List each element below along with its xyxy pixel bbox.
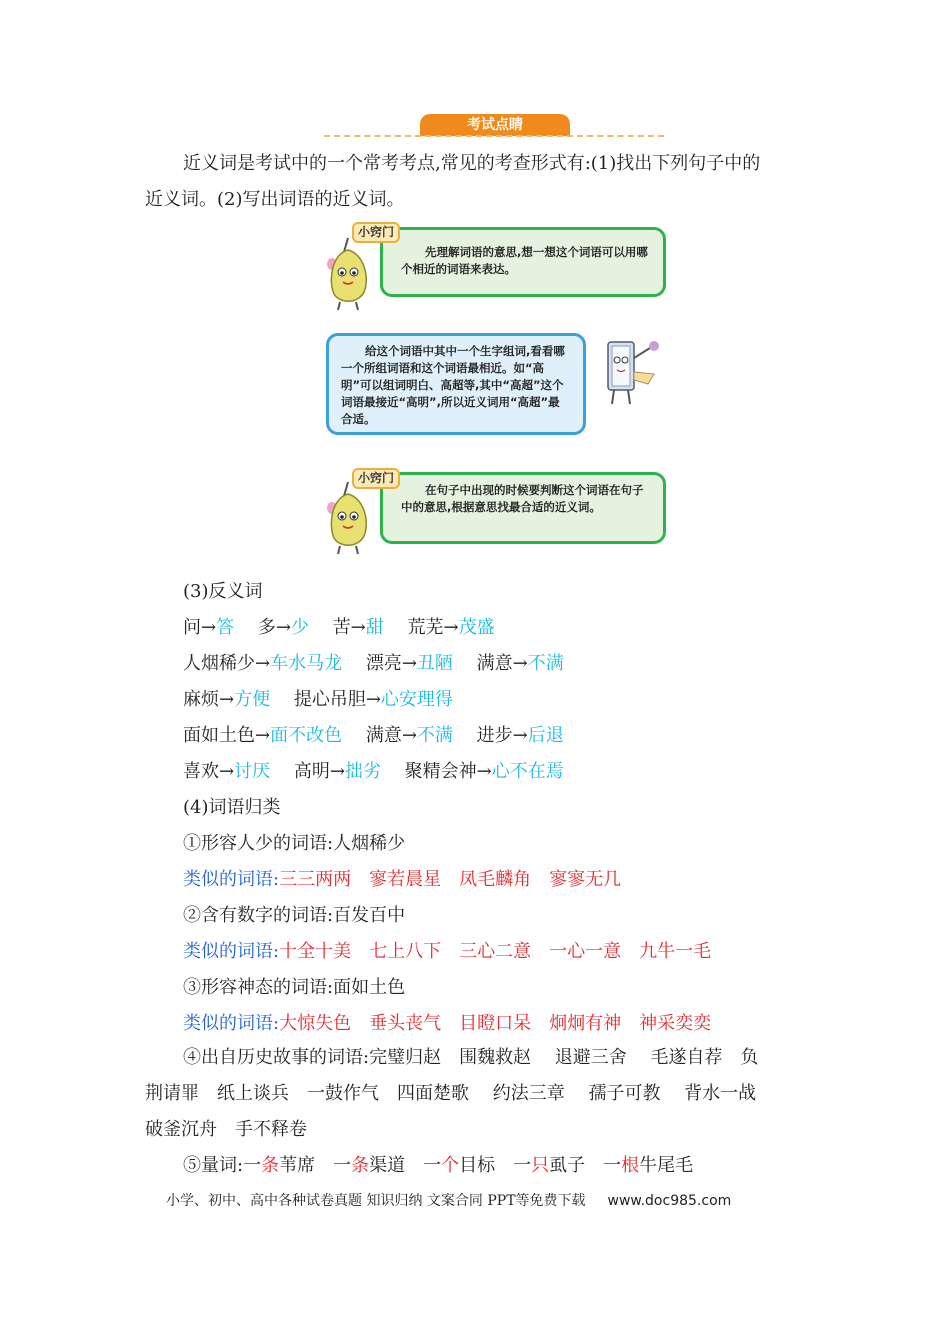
measure-noun: 牛尾毛 [639,1155,694,1176]
antonym-word: 荒芜→ [407,617,459,638]
tip-bubble-2 [326,333,586,435]
book-mascot-icon [598,332,664,410]
measure-noun: 渠道 [369,1155,406,1176]
antonym-answer: 讨厌 [234,761,271,782]
measure-label: ⑤量词: [183,1155,244,1176]
footer-url[interactable]: www.doc985.com [607,1193,732,1209]
antonym-word: 人烟稀少→ [183,653,271,674]
antonym-answer: 甜 [365,617,384,638]
history-line-1: ④出自历史故事的词语:完璧归赵 围魏救赵 退避三舍 毛遂自荐 负 [183,1047,759,1068]
antonym-row [183,718,823,754]
similar-word: 神采奕奕 [639,1013,712,1034]
measure-word: 条 [351,1155,370,1176]
similar-words-1 [183,862,823,898]
similar-word: 九牛一毛 [639,941,712,962]
antonym-word: 进步→ [476,725,528,746]
antonym-answer: 后退 [527,725,564,746]
intro-line-1: 近义词是考试中的一个常考考点,常见的考查形式有:(1)找出下列句子中的 [183,153,761,174]
antonym-row [183,682,823,718]
measure-word: 只 [531,1155,550,1176]
measure-word: 条 [261,1155,280,1176]
similar-word: 凤毛麟角 [459,869,532,890]
intro-paragraph [145,146,815,218]
antonym-word: 聚精会神→ [404,761,492,782]
antonym-answer: 少 [290,617,309,638]
similar-word: 目瞪口呆 [459,1013,532,1034]
tip-text-2: 给这个词语中其中一个生字组词,看看哪一个所组词语和这个词语最相近。如“高明”可以组词明白、高超等,其中“高超”这个词语最接近“高明”,所以近义词用“高超”最合适。 [341,344,565,426]
antonym-row [183,610,823,646]
antonym-answer: 车水马龙 [270,653,343,674]
footer-text: 小学、初中、高中各种试卷真题 知识归纳 文案合同 PPT等免费下载 [166,1193,586,1209]
measure-prefix: 一 [603,1155,622,1176]
antonym-answer: 不满 [416,725,453,746]
tip-bubble-3 [380,472,666,544]
antonym-answer: 面不改色 [270,725,343,746]
measure-prefix: 一 [333,1155,352,1176]
classify-heading: (4)词语归类 [183,797,281,818]
pear-mascot-icon-2 [322,480,374,556]
similar-word: 炯炯有神 [549,1013,622,1034]
measure-noun: 目标 [459,1155,496,1176]
history-idioms [145,1040,815,1184]
antonym-word: 高明→ [293,761,345,782]
antonym-answer: 拙劣 [344,761,381,782]
history-line-2: 荆请罪 纸上谈兵 一鼓作气 四面楚歌 约法三章 孺子可教 背水一战 [145,1083,757,1104]
similar-word: 大惊失色 [279,1013,352,1034]
measure-prefix: 一 [513,1155,532,1176]
antonym-answer: 心安理得 [380,689,453,710]
antonym-row [183,646,823,682]
similar-word: 三三两两 [279,869,352,890]
antonym-word: 多→ [257,617,291,638]
antonym-word: 问→ [183,617,217,638]
tip-tag-3: 小窍门 [352,468,400,489]
antonym-answer: 方便 [234,689,271,710]
pear-mascot-icon [322,236,374,312]
antonym-word: 提心吊胆→ [293,689,381,710]
classify-item-3: ③形容神态的词语:面如土色 [183,977,406,998]
antonym-word: 苦→ [332,617,366,638]
history-line-3: 破釜沉舟 手不释卷 [145,1119,307,1140]
antonym-word: 漂亮→ [365,653,417,674]
similar-label: 类似的词语: [183,869,280,890]
tip-bubble-1 [380,227,666,297]
intro-line-2: 近义词。(2)写出词语的近义词。 [145,189,405,210]
measure-word: 根 [621,1155,640,1176]
similar-word: 三心二意 [459,941,532,962]
tip-tag-1: 小窍门 [352,222,400,243]
antonym-section [183,574,823,1042]
antonym-answer: 茂盛 [458,617,495,638]
similar-label: 类似的词语: [183,941,280,962]
similar-word: 寥若晨星 [369,869,442,890]
measure-noun: 苇席 [279,1155,316,1176]
similar-word: 十全十美 [279,941,352,962]
classify-item-2: ②含有数字的词语:百发百中 [183,905,406,926]
measure-prefix: 一 [243,1155,262,1176]
antonym-word: 满意→ [365,725,417,746]
antonym-answer: 不满 [527,653,564,674]
classify-item-1: ①形容人少的词语:人烟稀少 [183,833,406,854]
measure-prefix: 一 [423,1155,442,1176]
antonym-answer: 心不在焉 [491,761,564,782]
section-banner: 考试点睛 [420,114,570,136]
antonym-row [183,754,823,790]
similar-word: 寥寥无几 [549,869,622,890]
tip-text-1: 先理解词语的意思,想一想这个词语可以用哪个相近的词语来表达。 [401,245,648,276]
measure-word: 个 [441,1155,460,1176]
antonym-word: 满意→ [476,653,528,674]
measure-noun: 虱子 [549,1155,586,1176]
antonym-word: 面如土色→ [183,725,271,746]
similar-word: 垂头丧气 [369,1013,442,1034]
antonym-answer: 答 [216,617,235,638]
similar-words-2 [183,934,823,970]
similar-label: 类似的词语: [183,1013,280,1034]
page-footer [166,1190,731,1210]
antonym-word: 麻烦→ [183,689,235,710]
similar-word: 一心一意 [549,941,622,962]
similar-words-3 [183,1006,823,1042]
antonym-answer: 丑陋 [416,653,453,674]
banner-divider [324,135,664,137]
measure-words-line [145,1148,815,1184]
antonym-word: 喜欢→ [183,761,235,782]
similar-word: 七上八下 [369,941,442,962]
antonym-heading: (3)反义词 [183,581,263,602]
tip-text-3: 在句子中出现的时候要判断这个词语在句子中的意思,根据意思找最合适的近义词。 [401,483,644,514]
